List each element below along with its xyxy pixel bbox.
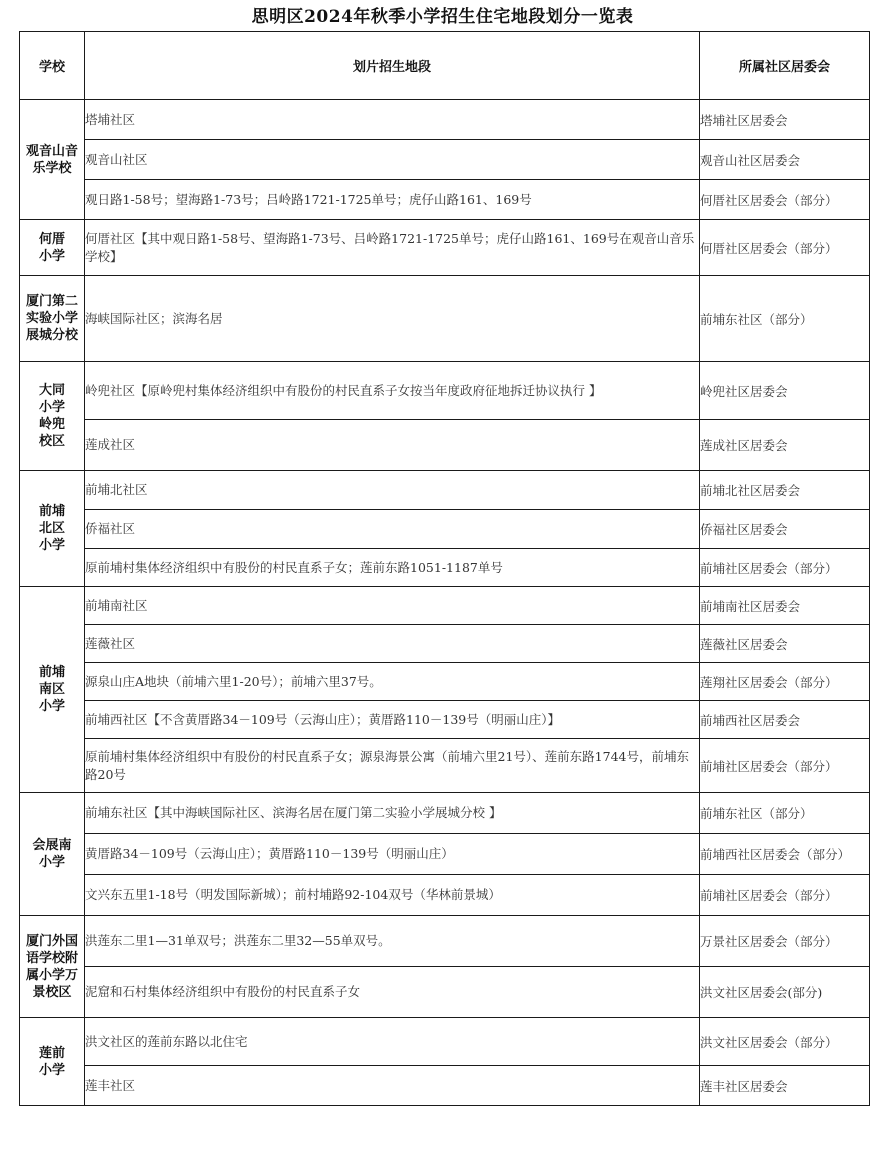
school-name-line: 岭兜 [38, 417, 65, 432]
school-name-line: 观音山音 [25, 143, 78, 159]
area-cell: 前埔南社区 [85, 587, 700, 625]
table-row [20, 549, 870, 587]
school-name-line: 小学 [38, 538, 65, 553]
header-row [20, 32, 870, 100]
table-row [20, 510, 870, 549]
school-name-cell [20, 587, 85, 793]
school-name-cell [20, 916, 85, 1018]
community-cell: 前埔社区居委会（部分） [700, 739, 870, 793]
zoning-table [19, 31, 870, 1106]
school-name-line: 小学 [38, 855, 65, 870]
table-row [20, 834, 870, 875]
school-name-line: 属小学万 [25, 967, 78, 983]
area-cell: 前埔西社区【不含黄厝路34－109号（云海山庄）；黄厝路110－139号（明丽山庄）】 [85, 701, 700, 739]
table-row [20, 875, 870, 916]
table-row [20, 916, 870, 967]
community-cell: 何厝社区居委会（部分） [700, 180, 870, 220]
community-cell: 塔埔社区居委会 [700, 100, 870, 140]
table-row [20, 180, 870, 220]
page-title: 思明区2024年秋季小学招生住宅地段划分一览表 [251, 7, 634, 27]
community-cell: 前埔东社区（部分） [700, 276, 870, 362]
table-row [20, 276, 870, 362]
school-name-line: 小学 [38, 1062, 65, 1078]
area-cell: 何厝社区【其中观日路1-58号、望海路1-73号、吕岭路1721-1725单号；虎仔山路161、169号在观音山音乐学校】 [85, 220, 700, 276]
area-cell: 岭兜社区【原岭兜村集体经济组织中有股份的村民直系子女按当年度政府征地拆迁协议执行 】 [85, 362, 700, 420]
school-name-line: 南区 [38, 682, 65, 697]
community-cell: 前埔东社区（部分） [700, 793, 870, 834]
table-row [20, 587, 870, 625]
area-cell: 前埔北社区 [85, 471, 700, 510]
community-cell: 前埔社区居委会（部分） [700, 549, 870, 587]
community-cell: 莲成社区居委会 [700, 420, 870, 471]
community-cell: 岭兜社区居委会 [700, 362, 870, 420]
area-cell: 侨福社区 [85, 510, 700, 549]
school-name-line: 厦门外国 [25, 933, 78, 949]
community-cell: 前埔西社区居委会（部分） [700, 834, 870, 875]
school-name-line: 前埔 [38, 665, 65, 680]
table-row [20, 471, 870, 510]
table-row [20, 739, 870, 793]
area-cell: 莲薇社区 [85, 625, 700, 663]
community-cell: 万景社区居委会（部分） [700, 916, 870, 967]
table-row [20, 362, 870, 420]
community-cell: 莲丰社区居委会 [700, 1066, 870, 1106]
table-row [20, 1066, 870, 1106]
school-name-line: 乐学校 [32, 160, 72, 176]
area-cell: 洪文社区的莲前东路以北住宅 [85, 1018, 700, 1066]
table-row [20, 793, 870, 834]
school-name-line: 小学 [38, 699, 65, 714]
community-cell: 何厝社区居委会（部分） [700, 220, 870, 276]
community-cell: 洪文社区居委会（部分） [700, 1018, 870, 1066]
school-name-line: 展城分校 [25, 328, 78, 343]
community-cell: 观音山社区居委会 [700, 140, 870, 180]
community-cell: 莲翔社区居委会（部分） [700, 663, 870, 701]
community-cell: 前埔南社区居委会 [700, 587, 870, 625]
school-name-line: 语学校附 [25, 950, 78, 966]
community-cell: 洪文社区居委会(部分) [700, 967, 870, 1018]
community-cell: 侨福社区居委会 [700, 510, 870, 549]
school-name-line: 景校区 [32, 984, 72, 1000]
table-row [20, 140, 870, 180]
school-name-line: 会展南 [32, 838, 72, 853]
area-cell: 观音山社区 [85, 140, 700, 180]
school-name-line: 厦门第二 [25, 294, 78, 309]
area-cell: 莲成社区 [85, 420, 700, 471]
school-name-cell [20, 276, 85, 362]
area-cell: 洪莲东二里1—31单双号；洪莲东二里32—55单双号。 [85, 916, 700, 967]
school-name-line: 前埔 [38, 504, 65, 519]
table-row [20, 663, 870, 701]
area-cell: 黄厝路34－109号（云海山庄）；黄厝路110－139号（明丽山庄） [85, 834, 700, 875]
school-name-line: 实验小学 [25, 311, 78, 326]
header-community: 所属社区居委会 [700, 32, 870, 100]
area-cell: 原前埔村集体经济组织中有股份的村民直系子女；莲前东路1051-1187单号 [85, 549, 700, 587]
school-name-cell [20, 362, 85, 471]
table-body [20, 100, 870, 1106]
table-row [20, 625, 870, 663]
area-cell: 前埔东社区【其中海峡国际社区、滨海名居在厦门第二实验小学展城分校 】 [85, 793, 700, 834]
school-name-cell [20, 793, 85, 916]
area-cell: 源泉山庄A地块（前埔六里1-20号）；前埔六里37号。 [85, 663, 700, 701]
school-name-line: 小学 [38, 248, 65, 264]
school-name-line: 大同 [38, 383, 65, 398]
school-name-line: 北区 [38, 521, 65, 536]
area-cell: 原前埔村集体经济组织中有股份的村民直系子女；源泉海景公寓（前埔六里21号）、莲前东路1744号，前埔东路20号 [85, 739, 700, 793]
community-cell: 前埔西社区居委会 [700, 701, 870, 739]
table-row [20, 420, 870, 471]
header-school: 学校 [20, 32, 85, 100]
school-name-line: 何厝 [38, 231, 65, 247]
table-row [20, 1018, 870, 1066]
area-cell: 塔埔社区 [85, 100, 700, 140]
school-name-cell [20, 220, 85, 276]
table-row [20, 100, 870, 140]
area-cell: 莲丰社区 [85, 1066, 700, 1106]
school-name-cell [20, 100, 85, 220]
school-name-line: 小学 [38, 400, 65, 415]
table-row [20, 701, 870, 739]
header-area: 划片招生地段 [85, 32, 700, 100]
area-cell: 文兴东五里1-18号（明发国际新城）；前村埔路92-104双号（华林前景城） [85, 875, 700, 916]
table-row [20, 220, 870, 276]
community-cell: 前埔北社区居委会 [700, 471, 870, 510]
community-cell: 前埔社区居委会（部分） [700, 875, 870, 916]
community-cell: 莲薇社区居委会 [700, 625, 870, 663]
school-name-line: 校区 [38, 434, 65, 449]
table-row [20, 967, 870, 1018]
area-cell: 海峡国际社区；滨海名居 [85, 276, 700, 362]
area-cell: 观日路1-58号；望海路1-73号；吕岭路1721-1725单号；虎仔山路161、169号 [85, 180, 700, 220]
area-cell: 泥窟和石村集体经济组织中有股份的村民直系子女 [85, 967, 700, 1018]
school-name-line: 莲前 [38, 1045, 65, 1061]
school-name-cell [20, 1018, 85, 1106]
school-name-cell [20, 471, 85, 587]
